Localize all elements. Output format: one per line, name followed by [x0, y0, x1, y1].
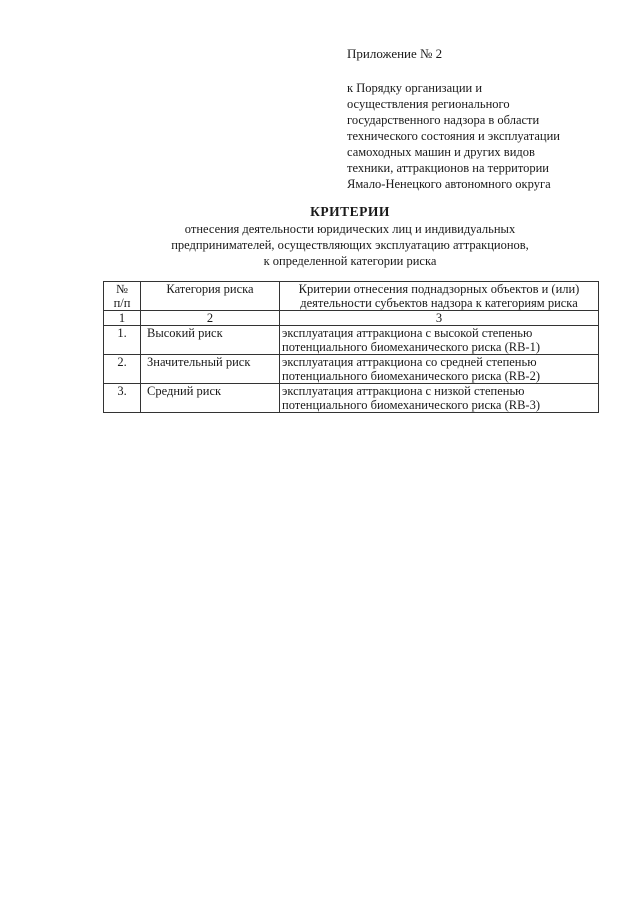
- appendix-line: к Порядку организации и: [347, 81, 483, 95]
- row-number: 3.: [104, 384, 141, 413]
- header-number: [104, 282, 141, 311]
- appendix-line: государственного надзора в области: [347, 113, 540, 127]
- row-number: 1.: [104, 326, 141, 355]
- criteria-line: эксплуатация аттракциона с низкой степенью: [282, 384, 525, 398]
- appendix-title: Приложение № 2: [347, 46, 443, 61]
- table-header-row: [104, 282, 599, 311]
- column-index: 3: [280, 311, 599, 326]
- document-title: КРИТЕРИИ: [310, 204, 390, 219]
- subtitle-line: отнесения деятельности юридических лиц и индивидуальных: [184, 222, 516, 236]
- row-number: 2.: [104, 355, 141, 384]
- subtitle-line: предпринимателей, осуществляющих эксплуатацию аттракционов,: [171, 238, 529, 252]
- risk-category: Средний риск: [141, 384, 280, 413]
- criteria-line: эксплуатация аттракциона со средней степенью: [282, 355, 537, 369]
- header-number-sign: №: [116, 282, 128, 296]
- criteria-line: потенциального биомеханического риска (RB-3): [282, 398, 540, 412]
- risk-criteria: [280, 326, 599, 355]
- appendix-line: Ямало-Ненецкого автономного округа: [347, 177, 551, 191]
- appendix-line: осуществления регионального: [347, 97, 510, 111]
- criteria-line: эксплуатация аттракциона с высокой степенью: [282, 326, 533, 340]
- risk-category: Значительный риск: [141, 355, 280, 384]
- table-row: [104, 326, 599, 355]
- criteria-line: потенциального биомеханического риска (RB-2): [282, 369, 540, 383]
- risk-criteria: [280, 384, 599, 413]
- appendix-line: техники, аттракционов на территории: [347, 161, 549, 175]
- appendix-line: технического состояния и эксплуатации: [347, 129, 560, 143]
- criteria-table: [103, 281, 599, 413]
- column-index: 1: [104, 311, 141, 326]
- risk-category: Высокий риск: [141, 326, 280, 355]
- header-number-abbr: п/п: [113, 296, 131, 310]
- header-criteria: Критерии отнесения поднадзорных объектов и (или) деятельности субъектов надзора к категориям риска: [280, 282, 599, 311]
- subtitle-line: к определенной категории риска: [263, 254, 437, 268]
- header-category: Категория риска: [141, 282, 280, 311]
- table-row: [104, 384, 599, 413]
- criteria-line: потенциального биомеханического риска (RB-1): [282, 340, 540, 354]
- column-index: 2: [141, 311, 280, 326]
- appendix-reference: [347, 80, 632, 192]
- appendix-line: самоходных машин и других видов: [347, 145, 535, 159]
- column-index-row: [104, 311, 599, 326]
- table-row: [104, 355, 599, 384]
- document-subtitle: [0, 221, 640, 269]
- risk-criteria: [280, 355, 599, 384]
